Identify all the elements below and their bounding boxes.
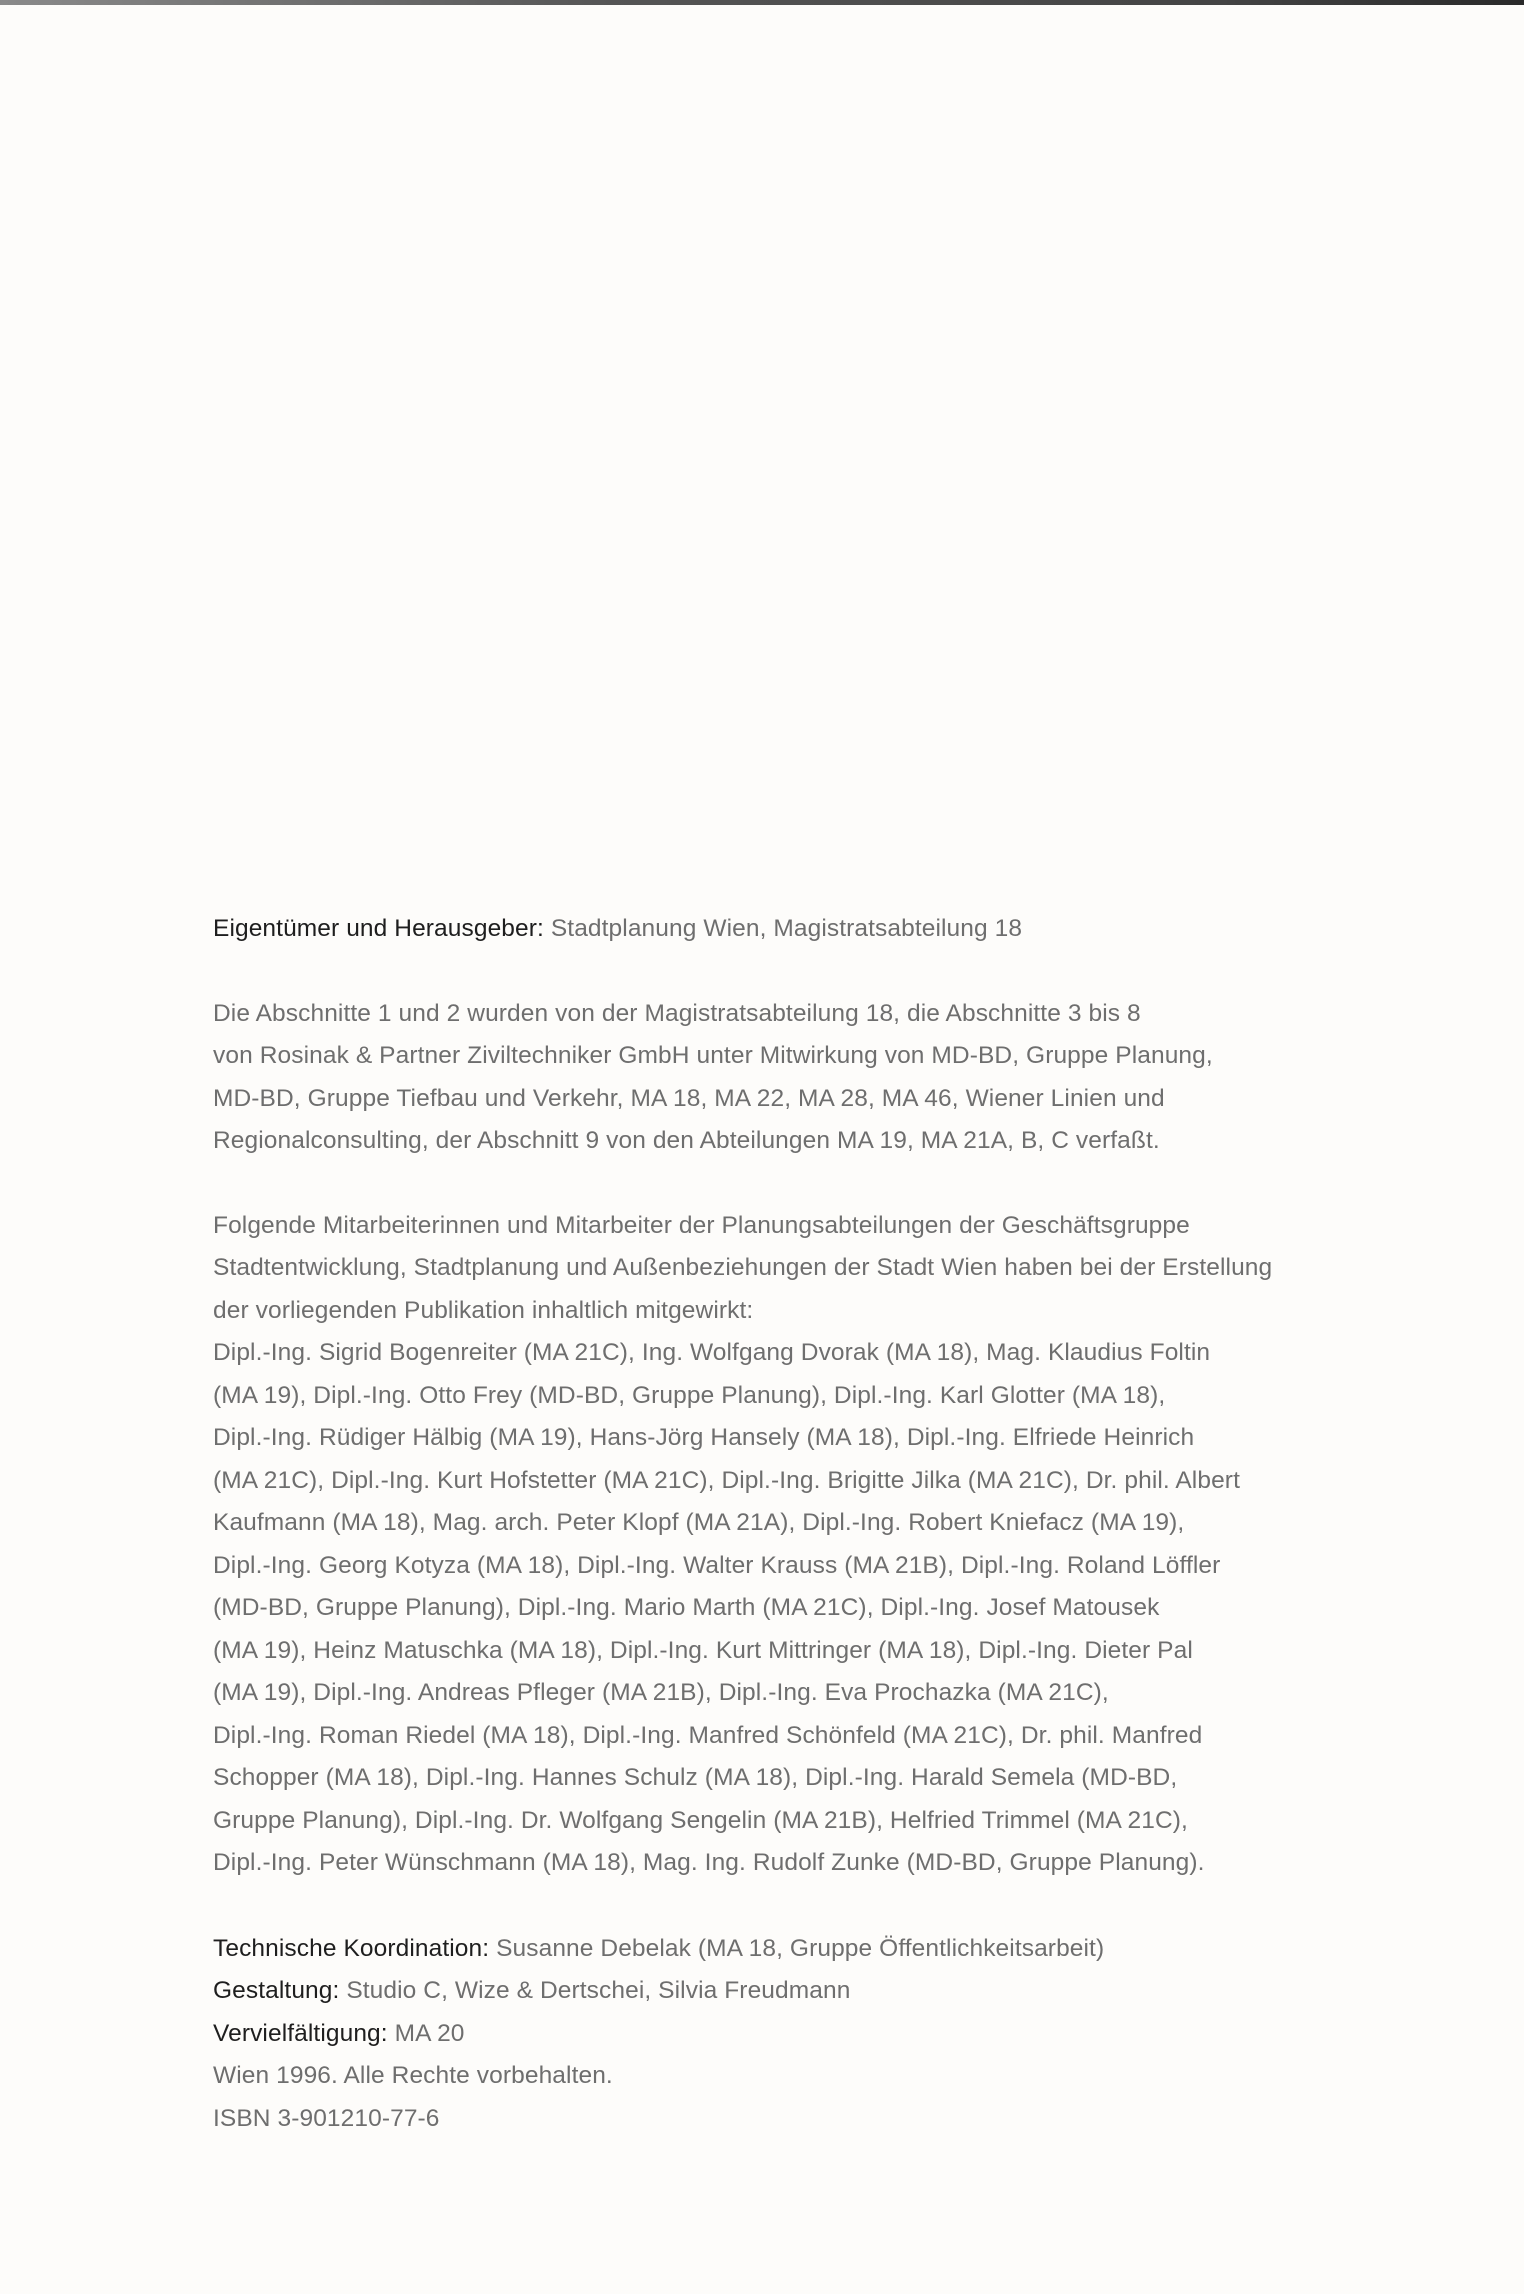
design-line [213,1970,1363,2013]
reproduction-value: MA 20 [387,2019,465,2047]
isbn-line: ISBN 3-901210-77-6 [213,2104,440,2132]
design-label: Gestaltung: [213,1977,340,2004]
contributors-paragraph [213,1205,1363,1885]
paragraph-line: Dipl.-Ing. Rüdiger Hälbig (MA 19), Hans-Jörg Hansely (MA 18), Dipl.-Ing. Elfriede Heinrich [213,1424,1195,1451]
spacer [213,1163,1363,1205]
paragraph-line: von Rosinak & Partner Ziviltechniker GmbH unter Mitwirkung von MD-BD, Gruppe Planung, [213,1042,1213,1069]
reproduction-line [213,2013,1363,2056]
paragraph-line: Schopper (MA 18), Dipl.-Ing. Hannes Schulz (MA 18), Dipl.-Ing. Harald Semela (MD-BD, [213,1764,1178,1791]
paragraph-line: (MD-BD, Gruppe Planung), Dipl.-Ing. Mario Marth (MA 21C), Dipl.-Ing. Josef Matousek [213,1594,1160,1621]
page-top-edge [0,0,1524,5]
spacer [213,951,1363,993]
imprint-block [213,908,1363,2140]
design-value: Studio C, Wize & Dertschei, Silvia Freudmann [339,1977,851,2004]
paragraph-line: Stadtentwicklung, Stadtplanung und Außenbeziehungen der Stadt Wien haben bei der Erstellung [213,1254,1273,1281]
coordination-value: Susanne Debelak (MA 18, Gruppe Öffentlichkeitsarbeit) [489,1934,1105,1962]
paragraph-line: Die Abschnitte 1 und 2 wurden von der Magistratsabteilung 18, die Abschnitte 3 bis 8 [213,999,1141,1027]
coordination-line [213,1928,1363,1971]
paragraph-line: (MA 19), Heinz Matuschka (MA 18), Dipl.-Ing. Kurt Mittringer (MA 18), Dipl.-Ing. Dieter Pal [213,1636,1193,1664]
paragraph-line: Dipl.-Ing. Peter Wünschmann (MA 18), Mag. Ing. Rudolf Zunke (MD-BD, Gruppe Planung). [213,1849,1205,1876]
paragraph-line: Regionalconsulting, der Abschnitt 9 von den Abteilungen MA 19, MA 21A, B, C verfaßt. [213,1127,1160,1154]
paragraph-line: MD-BD, Gruppe Tiefbau und Verkehr, MA 18, MA 22, MA 28, MA 46, Wiener Linien und [213,1084,1165,1112]
paragraph-line: Dipl.-Ing. Sigrid Bogenreiter (MA 21C), Ing. Wolfgang Dvorak (MA 18), Mag. Klaudius Foltin [213,1339,1211,1366]
paragraph-line: Dipl.-Ing. Georg Kotyza (MA 18), Dipl.-Ing. Walter Krauss (MA 21B), Dipl.-Ing. Roland Löffler [213,1551,1221,1579]
credits-block [213,1928,1363,2141]
paragraph-line: Dipl.-Ing. Roman Riedel (MA 18), Dipl.-Ing. Manfred Schönfeld (MA 21C), Dr. phil. Manfred [213,1721,1203,1749]
reproduction-label: Vervielfältigung: [213,2019,388,2047]
paragraph-line: der vorliegenden Publikation inhaltlich mitgewirkt: [213,1296,754,1324]
paragraph-line: (MA 21C), Dipl.-Ing. Kurt Hofstetter (MA 21C), Dipl.-Ing. Brigitte Jilka (MA 21C), Dr. phil. Albert [213,1466,1240,1494]
sections-paragraph [213,993,1363,1163]
paragraph-line: Kaufmann (MA 18), Mag. arch. Peter Klopf (MA 21A), Dipl.-Ing. Robert Kniefacz (MA 19), [213,1509,1185,1536]
publisher-line [213,908,1363,951]
paragraph-line: (MA 19), Dipl.-Ing. Otto Frey (MD-BD, Gruppe Planung), Dipl.-Ing. Karl Glotter (MA 18), [213,1381,1166,1409]
spacer [213,1885,1363,1928]
publisher-value: Stadtplanung Wien, Magistratsabteilung 18 [543,915,1023,942]
rights-line: Wien 1996. Alle Rechte vorbehalten. [213,2062,613,2089]
paragraph-line: Folgende Mitarbeiterinnen und Mitarbeiter der Planungsabteilungen der Geschäftsgruppe [213,1211,1190,1239]
paragraph-line: Gruppe Planung), Dipl.-Ing. Dr. Wolfgang Sengelin (MA 21B), Helfried Trimmel (MA 21C), [213,1806,1188,1834]
coordination-label: Technische Koordination: [213,1934,490,1962]
paragraph-line: (MA 19), Dipl.-Ing. Andreas Pfleger (MA 21B), Dipl.-Ing. Eva Prochazka (MA 21C), [213,1679,1109,1706]
publisher-label: Eigentümer und Herausgeber: [213,915,544,942]
